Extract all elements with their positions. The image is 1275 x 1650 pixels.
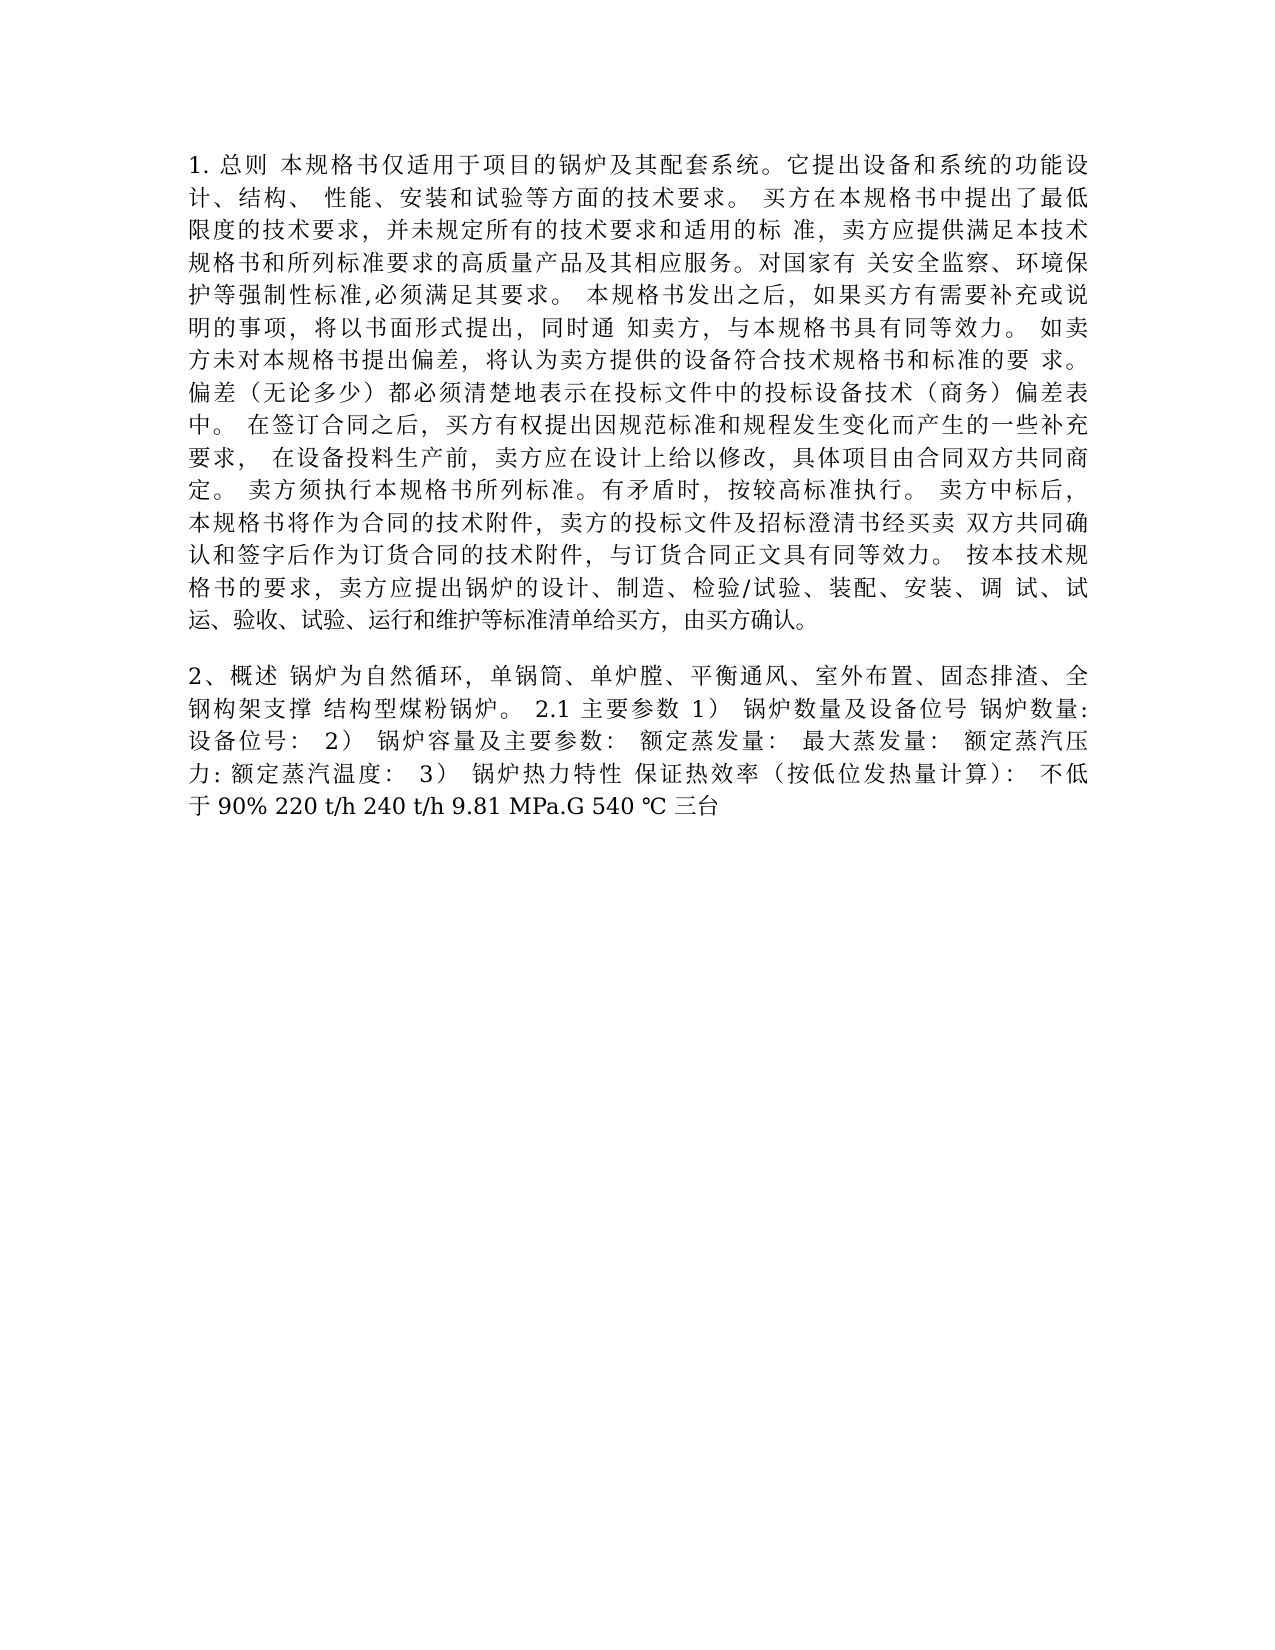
text-line: 明的事项，将以书面形式提出，同时通 知卖方，与本规格书具有同等效力。 如卖 [188, 315, 1088, 342]
text-line: 规格书和所列标准要求的高质量产品及其相应服务。对国家有 关安全监察、环境保 [188, 250, 1088, 277]
text-line: 偏差（无论多少）都必须清楚地表示在投标文件中的投标设备技术（商务）偏差表 [188, 380, 1088, 407]
paragraph-general [188, 150, 1088, 638]
text-line: 计、结构、 性能、安装和试验等方面的技术要求。 买方在本规格书中提出了最低 [188, 185, 1088, 212]
text-line: 力: 额定蒸汽温度： 3） 锅炉热力特性 保证热效率（按低位发热量计算）： 不低 [188, 761, 1088, 788]
paragraph-overview [188, 661, 1088, 824]
text-line: 定。 卖方须执行本规格书所列标准。有矛盾时，按较高标准执行。 卖方中标后， [188, 478, 1088, 504]
text-line: 设备位号： 2） 锅炉容量及主要参数： 额定蒸发量： 最大蒸发量： 额定蒸汽压 [188, 729, 1088, 755]
text-line: 1. 总则 本规格书仅适用于项目的锅炉及其配套系统。它提出设备和系统的功能设 [188, 153, 1088, 179]
text-line: 方未对本规格书提出偏差，将认为卖方提供的设备符合技术规格书和标准的要 求。 [188, 348, 1088, 374]
text-line: 认和签字后作为订货合同的技术附件，与订货合同正文具有同等效力。 按本技术规 [188, 543, 1088, 569]
text-line: 本规格书将作为合同的技术附件，卖方的投标文件及招标澄清书经买卖 双方共同确 [188, 510, 1088, 537]
text-line: 要求， 在设备投料生产前，卖方应在设计上给以修改，具体项目由合同双方共同商 [188, 445, 1088, 472]
text-line: 钢构架支撑 结构型煤粉锅炉。 2.1 主要参数 1） 锅炉数量及设备位号 锅炉数量: [188, 696, 1088, 723]
text-line-last: 于 90% 220 t/h 240 t/h 9.81 MPa.G 540 ℃ 三台 [188, 794, 720, 820]
text-line: 限度的技术要求，并未规定所有的技术要求和适用的标 准，卖方应提供满足本技术 [188, 218, 1088, 244]
text-line: 格书的要求，卖方应提出锅炉的设计、制造、检验/试验、装配、安装、调 试、试 [188, 575, 1088, 602]
text-line: 护等强制性标准,必须满足其要求。 本规格书发出之后，如果买方有需要补充或说 [188, 283, 1088, 309]
text-line: 中。 在签订合同之后，买方有权提出因规范标准和规程发生变化而产生的一些补充 [188, 413, 1088, 439]
text-line: 2、概述 锅炉为自然循环，单锅筒、单炉膛、平衡通风、室外布置、固态排渣、全 [188, 664, 1088, 690]
text-line-last: 运、验收、试验、运行和维护等标准清单给买方，由买方确认。 [188, 608, 819, 634]
